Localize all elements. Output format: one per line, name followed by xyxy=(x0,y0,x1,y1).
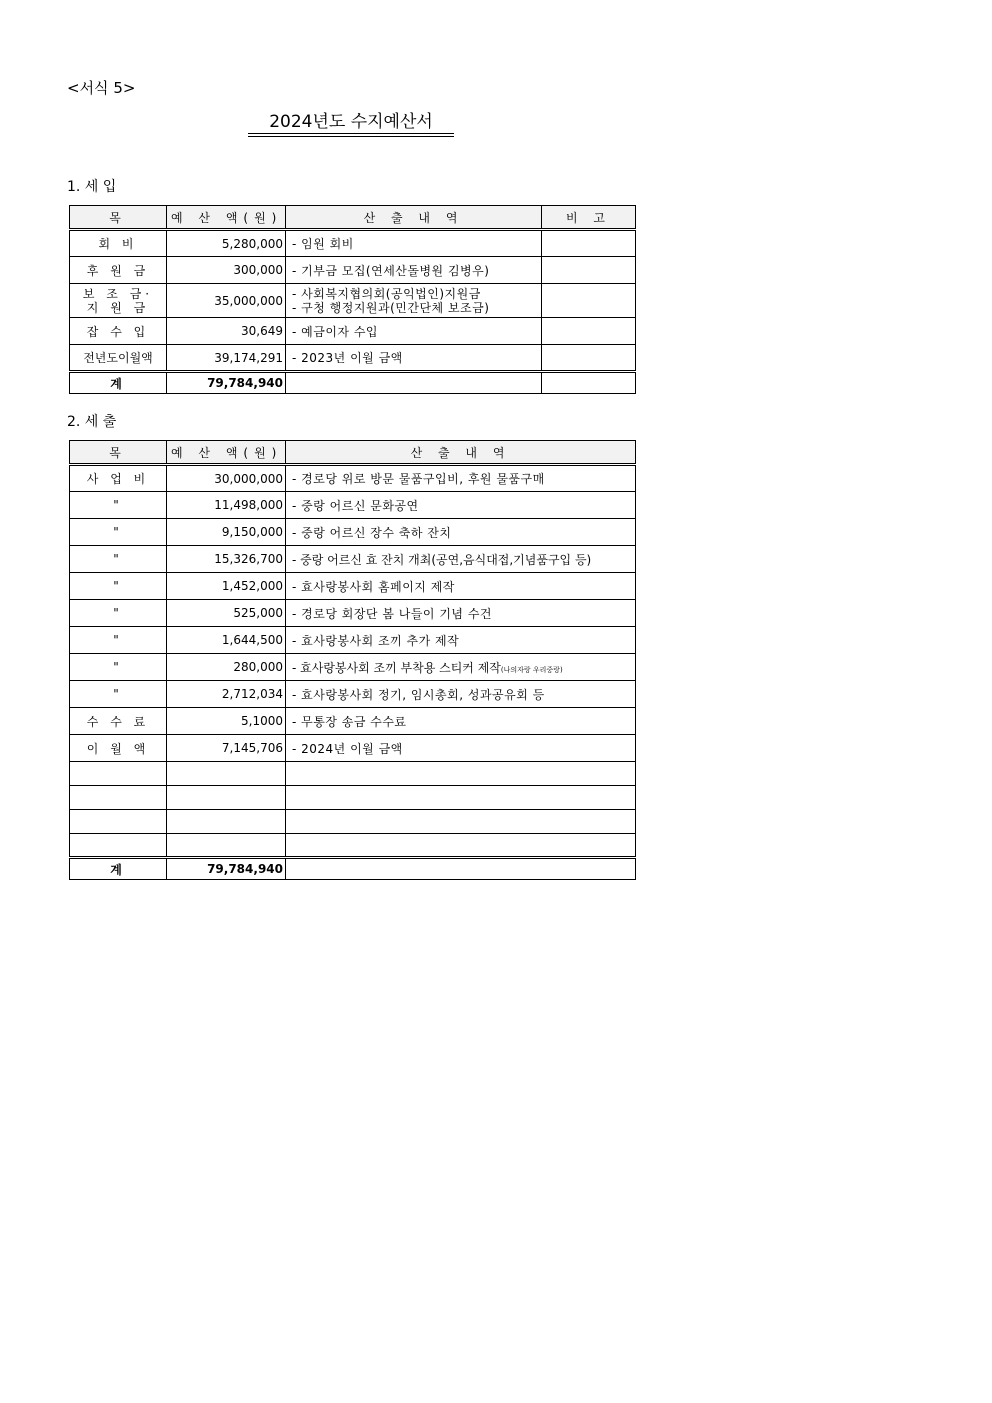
expense-details-cell xyxy=(286,834,636,858)
expense-header-item: 목 xyxy=(70,441,167,465)
expense-details-cell: - 중랑 어르신 효 잔치 개최(공연,음식대접,기념품구입 등) xyxy=(286,546,636,573)
expense-details-subnote: (나의자랑 우리중랑) xyxy=(500,665,563,674)
expense-header-amount: 예 산 액(원) xyxy=(167,441,286,465)
expense-amount-cell: 7,145,706 xyxy=(167,735,286,762)
table-row xyxy=(70,573,636,600)
income-table xyxy=(69,205,636,394)
income-details-cell: - 2023년 이월 금액 xyxy=(286,345,542,372)
table-row xyxy=(70,519,636,546)
income-note-cell xyxy=(542,257,636,284)
expense-details-cell xyxy=(286,654,636,681)
expense-item-cell: " xyxy=(70,627,167,654)
income-details-line-2: - 구청 행정지원과(민간단체 보조금) xyxy=(292,300,490,315)
table-row xyxy=(70,786,636,810)
table-row xyxy=(70,600,636,627)
expense-amount-cell: 5,1000 xyxy=(167,708,286,735)
table-row xyxy=(70,465,636,492)
table-row xyxy=(70,810,636,834)
expense-details-cell xyxy=(286,810,636,834)
income-note-cell xyxy=(542,284,636,318)
expense-details-text: - 효사랑봉사회 조끼 부착용 스티커 제작 xyxy=(292,660,501,675)
expense-details-cell: - 무통장 송금 수수료 xyxy=(286,708,636,735)
income-item-line-2: 지 원 금 xyxy=(86,300,150,315)
income-amount-cell: 5,280,000 xyxy=(167,230,286,257)
table-row xyxy=(70,708,636,735)
expense-amount-cell: 1,644,500 xyxy=(167,627,286,654)
table-row xyxy=(70,284,636,318)
income-header-item: 목 xyxy=(70,206,167,230)
expense-total-details xyxy=(286,858,636,880)
income-note-cell xyxy=(542,230,636,257)
table-row xyxy=(70,681,636,708)
income-total-amount: 79,784,940 xyxy=(167,372,286,394)
income-amount-cell: 30,649 xyxy=(167,318,286,345)
table-row xyxy=(70,834,636,858)
table-row xyxy=(70,492,636,519)
income-header-details: 산 출 내 역 xyxy=(286,206,542,230)
income-heading: 1. 세 입 xyxy=(67,179,117,195)
income-header-amount: 예 산 액(원) xyxy=(167,206,286,230)
expense-total-row xyxy=(70,858,636,880)
expense-heading: 2. 세 출 xyxy=(67,414,117,430)
expense-amount-cell xyxy=(167,834,286,858)
income-amount-cell: 39,174,291 xyxy=(167,345,286,372)
expense-amount-cell: 30,000,000 xyxy=(167,465,286,492)
expense-item-cell: " xyxy=(70,519,167,546)
income-total-label: 계 xyxy=(70,372,167,394)
document-title: 2024년도 수지예산서 xyxy=(269,112,433,132)
expense-details-cell: - 경로당 위로 방문 물품구입비, 후원 물품구매 xyxy=(286,465,636,492)
expense-item-cell xyxy=(70,762,167,786)
title-underline-second xyxy=(248,136,454,137)
expense-item-cell: 사 업 비 xyxy=(70,465,167,492)
income-amount-cell: 300,000 xyxy=(167,257,286,284)
expense-item-cell: " xyxy=(70,573,167,600)
income-item-line-1: 보 조 금· xyxy=(82,286,154,301)
income-header-note: 비 고 xyxy=(542,206,636,230)
expense-amount-cell xyxy=(167,786,286,810)
income-item-cell: 후 원 금 xyxy=(70,257,167,284)
expense-item-cell: 이 월 액 xyxy=(70,735,167,762)
expense-amount-cell xyxy=(167,762,286,786)
income-note-cell xyxy=(542,345,636,372)
expense-table xyxy=(69,440,636,880)
income-details-cell: - 임원 회비 xyxy=(286,230,542,257)
expense-total-amount: 79,784,940 xyxy=(167,858,286,880)
table-row xyxy=(70,627,636,654)
expense-amount-cell: 1,452,000 xyxy=(167,573,286,600)
income-item-cell xyxy=(70,284,167,318)
income-details-cell: - 기부금 모집(연세산돌병원 김병우) xyxy=(286,257,542,284)
table-row xyxy=(70,546,636,573)
income-amount-cell: 35,000,000 xyxy=(167,284,286,318)
expense-header-details: 산 출 내 역 xyxy=(286,441,636,465)
expense-amount-cell: 280,000 xyxy=(167,654,286,681)
income-total-row xyxy=(70,372,636,394)
expense-details-cell: - 경로당 회장단 봄 나들이 기념 수건 xyxy=(286,600,636,627)
table-row xyxy=(70,735,636,762)
income-details-line-1: - 사회복지협의회(공익법인)지원금 xyxy=(292,286,481,301)
expense-item-cell: " xyxy=(70,492,167,519)
income-item-cell: 회 비 xyxy=(70,230,167,257)
income-note-cell xyxy=(542,318,636,345)
table-row xyxy=(70,257,636,284)
expense-amount-cell: 525,000 xyxy=(167,600,286,627)
expense-details-cell xyxy=(286,762,636,786)
expense-amount-cell: 9,150,000 xyxy=(167,519,286,546)
expense-details-cell: - 2024년 이월 금액 xyxy=(286,735,636,762)
expense-total-label: 계 xyxy=(70,858,167,880)
table-row xyxy=(70,762,636,786)
expense-details-cell xyxy=(286,786,636,810)
expense-details-cell: - 중랑 어르신 장수 축하 잔치 xyxy=(286,519,636,546)
expense-item-cell xyxy=(70,834,167,858)
expense-amount-cell: 11,498,000 xyxy=(167,492,286,519)
expense-details-cell: - 효사랑봉사회 홈페이지 제작 xyxy=(286,573,636,600)
income-item-cell: 잡 수 입 xyxy=(70,318,167,345)
expense-details-cell: - 효사랑봉사회 조끼 추가 제작 xyxy=(286,627,636,654)
expense-details-cell: - 중랑 어르신 문화공연 xyxy=(286,492,636,519)
expense-amount-cell: 15,326,700 xyxy=(167,546,286,573)
income-item-cell: 전년도이월액 xyxy=(70,345,167,372)
table-row xyxy=(70,654,636,681)
table-row xyxy=(70,345,636,372)
expense-details-cell: - 효사랑봉사회 정기, 임시총회, 성과공유회 등 xyxy=(286,681,636,708)
income-details-cell xyxy=(286,284,542,318)
income-total-details xyxy=(286,372,542,394)
expense-item-cell: " xyxy=(70,600,167,627)
income-details-cell: - 예금이자 수입 xyxy=(286,318,542,345)
expense-item-cell xyxy=(70,810,167,834)
expense-amount-cell: 2,712,034 xyxy=(167,681,286,708)
expense-item-cell xyxy=(70,786,167,810)
expense-item-cell: 수 수 료 xyxy=(70,708,167,735)
expense-item-cell: " xyxy=(70,681,167,708)
expense-item-cell: " xyxy=(70,546,167,573)
table-row xyxy=(70,230,636,257)
title-underline xyxy=(248,133,454,134)
expense-amount-cell xyxy=(167,810,286,834)
expense-item-cell: " xyxy=(70,654,167,681)
table-row xyxy=(70,318,636,345)
income-total-note xyxy=(542,372,636,394)
form-label: <서식 5> xyxy=(67,79,136,97)
